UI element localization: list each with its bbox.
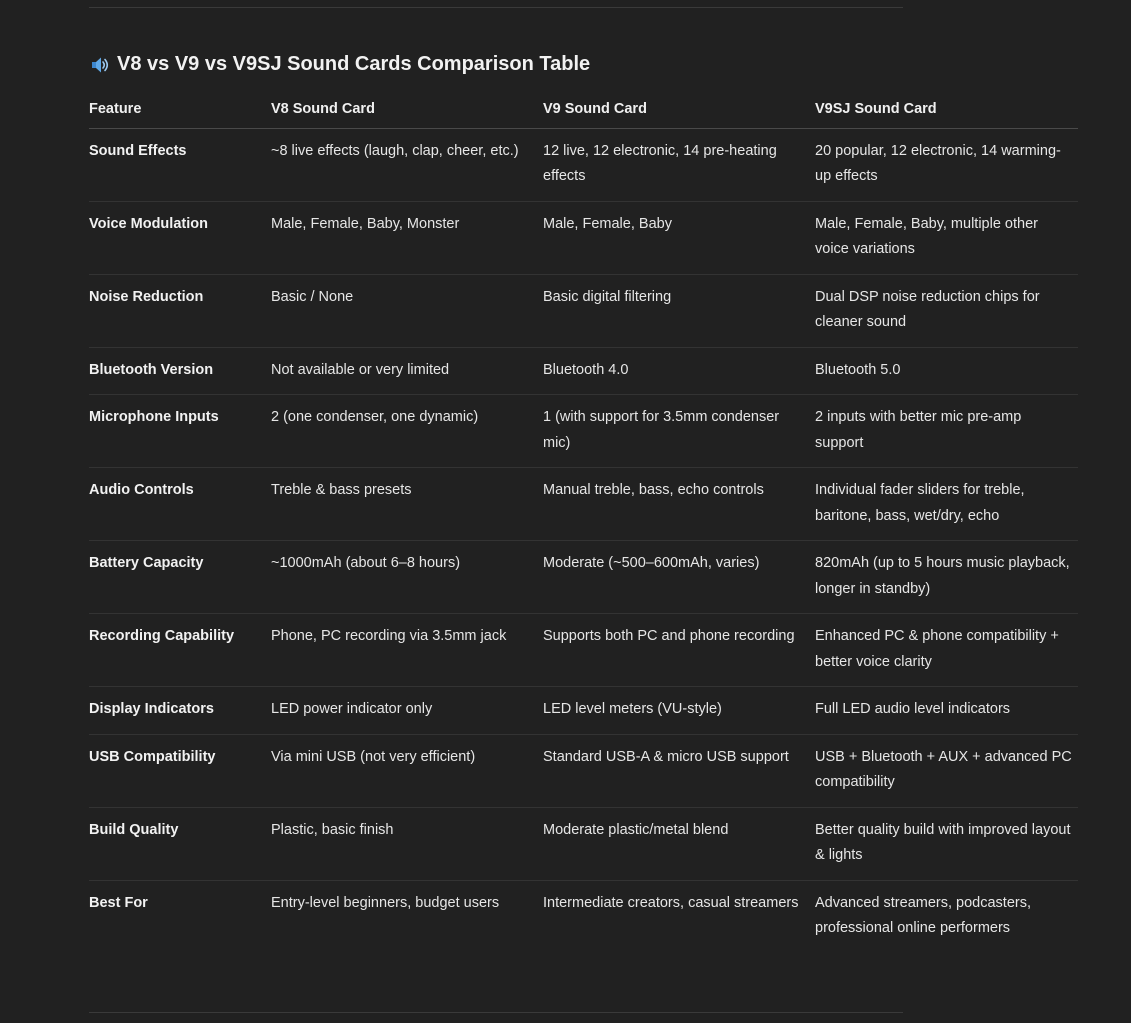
feature-cell: Noise Reduction bbox=[89, 274, 271, 347]
v9-cell: 12 live, 12 electronic, 14 pre-heating effects bbox=[543, 128, 815, 201]
v9sj-cell: USB + Bluetooth + AUX + advanced PC compatibility bbox=[815, 734, 1078, 807]
table-row bbox=[89, 541, 1078, 614]
feature-cell: Best For bbox=[89, 894, 148, 911]
table-row bbox=[89, 807, 1078, 880]
table-row bbox=[89, 734, 1078, 807]
feature-cell: USB Compatibility bbox=[89, 734, 271, 807]
v8-cell: Treble & bass presets bbox=[271, 468, 543, 541]
section-title: V8 vs V9 vs V9SJ Sound Cards Comparison Table bbox=[117, 53, 591, 75]
feature-cell: Build Quality bbox=[89, 807, 271, 880]
v9-cell: Male, Female, Baby bbox=[543, 201, 815, 274]
table-row bbox=[89, 201, 1078, 274]
feature-cell: Sound Effects bbox=[89, 128, 271, 201]
column-header-feature: Feature bbox=[89, 92, 271, 128]
speaker-icon bbox=[89, 54, 111, 76]
table-row bbox=[89, 395, 1078, 468]
v9sj-cell: 20 popular, 12 electronic, 14 warming-up effects bbox=[815, 128, 1078, 201]
v9-cell: Moderate plastic/metal blend bbox=[543, 807, 815, 880]
table-row bbox=[89, 880, 1078, 953]
column-header-v9: V9 Sound Card bbox=[543, 92, 815, 128]
table-row bbox=[89, 347, 1078, 395]
v9sj-cell: Bluetooth 5.0 bbox=[815, 347, 1078, 395]
v9sj-cell: Full LED audio level indicators bbox=[815, 687, 1078, 735]
table-row bbox=[89, 274, 1078, 347]
table-header-row bbox=[89, 92, 1078, 128]
feature-cell: Bluetooth Version bbox=[89, 347, 271, 395]
feature-cell: Battery Capacity bbox=[89, 541, 271, 614]
v9sj-cell: 820mAh (up to 5 hours music playback, longer in standby) bbox=[815, 541, 1078, 614]
v9-cell: LED level meters (VU-style) bbox=[543, 687, 815, 735]
section-heading bbox=[89, 53, 590, 76]
table-row bbox=[89, 687, 1078, 735]
v9-cell: Moderate (~500–600mAh, varies) bbox=[543, 541, 815, 614]
v9-cell: Manual treble, bass, echo controls bbox=[543, 468, 815, 541]
v9-cell: Intermediate creators, casual streamers bbox=[543, 894, 799, 911]
v8-cell: 2 (one condenser, one dynamic) bbox=[271, 395, 543, 468]
table-row bbox=[89, 468, 1078, 541]
feature-cell: Voice Modulation bbox=[89, 201, 271, 274]
v8-cell: LED power indicator only bbox=[271, 687, 543, 735]
v8-cell: Via mini USB (not very efficient) bbox=[271, 734, 543, 807]
v9-cell: Bluetooth 4.0 bbox=[543, 347, 815, 395]
v9sj-cell: Male, Female, Baby, multiple other voice variations bbox=[815, 201, 1078, 274]
v9-cell: 1 (with support for 3.5mm condenser mic) bbox=[543, 395, 815, 468]
column-header-v8: V8 Sound Card bbox=[271, 92, 543, 128]
v9sj-cell: Individual fader sliders for treble, baritone, bass, wet/dry, echo bbox=[815, 468, 1078, 541]
feature-cell: Microphone Inputs bbox=[89, 395, 271, 468]
v9-cell: Basic digital filtering bbox=[543, 274, 815, 347]
v9sj-cell: Enhanced PC & phone compatibility + better voice clarity bbox=[815, 614, 1078, 687]
feature-cell: Audio Controls bbox=[89, 468, 271, 541]
feature-cell: Recording Capability bbox=[89, 614, 271, 687]
bottom-divider bbox=[89, 1012, 903, 1013]
v8-cell: ~8 live effects (laugh, clap, cheer, etc.) bbox=[271, 128, 543, 201]
v8-cell: ~1000mAh (about 6–8 hours) bbox=[271, 541, 543, 614]
v8-cell: Not available or very limited bbox=[271, 347, 543, 395]
feature-cell: Display Indicators bbox=[89, 687, 271, 735]
v9-cell: Standard USB-A & micro USB support bbox=[543, 734, 815, 807]
comparison-table bbox=[89, 92, 1078, 953]
column-header-v9sj: V9SJ Sound Card bbox=[815, 92, 1078, 128]
table-row bbox=[89, 614, 1078, 687]
v9sj-cell: Dual DSP noise reduction chips for cleaner sound bbox=[815, 274, 1078, 347]
v8-cell: Male, Female, Baby, Monster bbox=[271, 201, 543, 274]
v9-cell: Supports both PC and phone recording bbox=[543, 614, 815, 687]
table-row bbox=[89, 128, 1078, 201]
v8-cell: Plastic, basic finish bbox=[271, 807, 543, 880]
top-divider bbox=[89, 7, 903, 8]
v8-cell: Entry-level beginners, budget users bbox=[271, 894, 500, 911]
v8-cell: Basic / None bbox=[271, 274, 543, 347]
v9sj-cell: 2 inputs with better mic pre-amp support bbox=[815, 395, 1078, 468]
v8-cell: Phone, PC recording via 3.5mm jack bbox=[271, 614, 543, 687]
v9sj-cell: Better quality build with improved layout & lights bbox=[815, 807, 1078, 880]
v9sj-cell: Advanced streamers, podcasters, professional online performers bbox=[815, 894, 1031, 936]
